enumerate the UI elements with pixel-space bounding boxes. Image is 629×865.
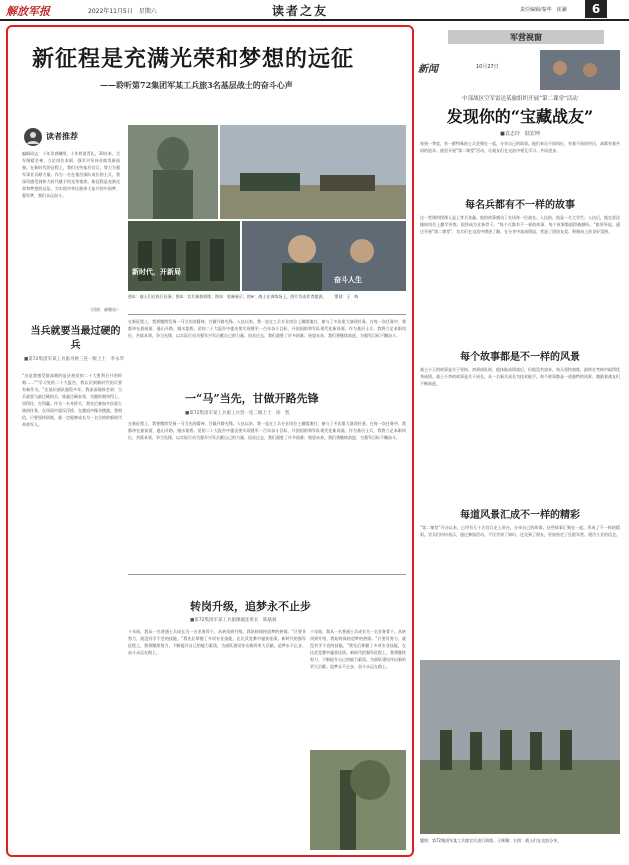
story2-text: 十年间，我从一名普通士兵成长为一名业务骨干。从转岗到升级，我始终保持追梦的热情。“只要肯努力，就没有学不会的技能。”我先后掌握了多项专业技能，在比武竞赛中屡获佳绩。新时代的强军征程上，我将继续努力，不断提升自己的能力素质，为部队建设作出新的更大贡献。追梦永不止步，奋斗永远在路上。 bbox=[128, 629, 306, 655]
right-section1-text: 这一堂课的授课人是上等兵张鑫。他的故事感动了在场每一位战友。入伍前，他是一名大学生；入伍后，他在雷达操纵岗位上勤学苦练，很快成为业务骨干。“每个兵都有不一样的故事，每个故事都值得被倾听。”旅领导说。通过开展“第二课堂”，官兵们在交流中增进了解，在分享中加深情谊，营造了团结友爱、积极向上的良好氛围。 bbox=[420, 215, 620, 234]
divider bbox=[128, 314, 406, 315]
right-footer-caption: 题图：第72集团军某工兵旅官兵进行训练。王辉摄；右图：战士们在交流分享。 bbox=[420, 838, 562, 843]
feature-subtitle: ——聆听第72集团军某工兵旅3名基层战士的奋斗心声 bbox=[100, 80, 293, 90]
story2-title: 转岗升级，追梦永不止步 bbox=[190, 600, 311, 613]
photo-overlay-text-2: 奋斗人生 bbox=[334, 275, 362, 284]
photo-group bbox=[128, 221, 240, 291]
divider bbox=[128, 574, 406, 575]
right-section2-text: 战士小王的故事是关于坚持。初到部队时，他体能成绩落后，但他没有放弃，每天坚持加练，最终在考核中取得优秀成绩。战士小李的故事是关于成长，从一名新兵成长为技术能手。每个故事都是一道独特的风景，激励着战友们不断前进。 bbox=[420, 367, 620, 386]
right-section3-text: “第二课堂”开办以来，已经有几十名官兵走上讲台，分享自己的故事。这些故事汇聚在一起，形成了不一样的精彩。官兵们纷纷表示，通过参加活动，不仅学到了知识，还交到了朋友，更加坚定了扎根军营、建功立业的信念。 bbox=[420, 525, 620, 537]
page-number: 6 bbox=[585, 0, 607, 18]
photo-lecture bbox=[540, 50, 620, 90]
side-article-byline: ■第72集团军某工兵旅舟桥三连一级上士 李永华 bbox=[24, 357, 124, 362]
right-section-banner: 军营视窗 bbox=[448, 30, 604, 44]
photo-equipment bbox=[220, 125, 406, 219]
newspaper-logo: 解放军报 bbox=[6, 5, 50, 18]
story1-byline: ■第72集团军某工兵旅工兵营一连二级上士 徐 凯 bbox=[185, 411, 290, 416]
side-article-text: “这是我感受最深刻的是庆祝党的二十大胜利召开的时刻……”“学习党的二十大报告，我认识到新时代的兵要有新作为。”在基层部队服役多年，我深深地体会到：当兵就要当最过硬的兵，练就过硬本领，关键时刻冲得上、顶得住、打得赢。作为一名舟桥兵，我先后参加多次重大演训任务，在风雨中架设浮桥，在激流中操舟摆渡。我相信，只要坚持训练，就一定能够成长为一名合格的新时代革命军人。 bbox=[22, 373, 122, 427]
editor-credit: 责任编辑/秦华 崔澜 bbox=[520, 7, 567, 13]
reader-recommend-label: 读者推荐 bbox=[46, 131, 78, 141]
story1-text: 在新征程上，我要继续发扬一马当先的精神，甘做开路先锋。入伍以来，我一直在工兵专业岗位上摸爬滚打，参与了多次重大演训任务。在每一次任务中，我都冲在最前面，逢山开路、遇水架桥。党的二十大报告中提出要实现建军一百年奋斗目标，开创国防和军队现代化新局面。作为基层士兵，我将立足本职岗位，苦练本领，争当先锋，以实际行动为强军兴军贡献自己的力量。回首过去，我们战胜了许多困难；展望未来，我们将继续前进，为强军目标不懈奋斗。 bbox=[128, 421, 406, 440]
photo-portrait bbox=[242, 221, 406, 291]
photo-training-field bbox=[420, 660, 620, 834]
story1-text-top: 在新征程上，我要继续发扬一马当先的精神，甘做开路先锋。入伍以来，我一直在工兵专业岗位上摸爬滚打，参与了多次重大演训任务。在每一次任务中，我都冲在最前面，逢山开路、遇水架桥。党的二十大报告中提出要实现建军一百年奋斗目标，开创国防和军队现代化新局面。作为基层士兵，我将立足本职岗位，苦练本领，争当先锋，以实际行动为强军兴军贡献自己的力量。回首过去，我们战胜了许多困难；展望未来，我们将继续前进，为强军目标不懈奋斗。 bbox=[128, 319, 406, 338]
right-section2-title: 每个故事都是不一样的风景 bbox=[460, 352, 580, 363]
right-byline: ■袁志玲 陆宏坤 bbox=[500, 131, 540, 137]
issue-date: 2022年11月5日 星期六 bbox=[88, 8, 157, 15]
right-main-title: 发现你的“宝藏战友” bbox=[446, 107, 594, 126]
right-section1-title: 每名兵都有不一样的故事 bbox=[465, 200, 575, 211]
section-title: 读者之友 bbox=[272, 4, 329, 18]
story2-text-right: 十年间，我从一名普通士兵成长为一名业务骨干。从转岗到升级，我始终保持追梦的热情。“只要肯努力，就没有学不会的技能。”我先后掌握了多项专业技能，在比武竞赛中屡获佳绩。新时代的强军征程上，我将继续努力，不断提升自己的能力素质，为部队建设作出新的更大贡献。追梦永不止步，奋斗永远在路上。 bbox=[310, 629, 406, 669]
right-column-logo: 新闻 bbox=[418, 64, 438, 75]
intro-signature: （河南 郝晓东） bbox=[88, 307, 120, 312]
right-section3-title: 每道风景汇成不一样的精彩 bbox=[460, 510, 580, 521]
side-article-title: 当兵就要当最过硬的兵 bbox=[30, 326, 121, 351]
right-date: 10月27日 bbox=[476, 64, 499, 70]
photo-overlay-text-1: 新时代，开新局 bbox=[132, 267, 181, 276]
photo-caption: 图①：战士们在执行任务；图②：官兵参加训练；图③：装备展示；图④：战士在训练场上。图片均由作者提供。 策划：王 辉 bbox=[128, 294, 359, 299]
story2-byline: ■第72集团军某工兵旅爆破连班长 陈斌斌 bbox=[190, 618, 277, 623]
feature-title: 新征程是充满光荣和梦想的远征 bbox=[32, 46, 355, 72]
photo-soldier-tree bbox=[310, 750, 406, 850]
story1-title: 一“马”当先，甘做开路先锋 bbox=[185, 392, 319, 405]
right-pretitle: 中部战区空军雷达某旅组织开展“第二课堂”活动 bbox=[462, 96, 578, 102]
header-rule bbox=[0, 19, 629, 21]
right-intro-text: 每到一季度，有一群特殊的士兵会聚在一起，分享自己的故事。他们来自不同岗位，有着不同的经历，却都有着共同的追求。旅里开展“第二课堂”活动，让战友们在交流中相互学习、共同进步。 bbox=[420, 141, 620, 153]
intro-text: 编辑同志：十年青春嘱咐，十年铁道青礼。10年来，全军聚精会神，立足岗位本职，强军兴军伟业焕发新面貌。在新时代的征程上，我们这些基层官兵，努力为强军事业贡献力量。作为一名在基层部队成长的士兵，我深切感受到伟大时代赋予的光荣使命。新征程是充满光荣和梦想的远征，为实现中华民族伟大复兴的中国梦、强军梦，我们永远奋斗。 bbox=[22, 151, 120, 198]
photo-soldier-gear bbox=[128, 125, 218, 219]
reader-icon bbox=[24, 128, 42, 146]
